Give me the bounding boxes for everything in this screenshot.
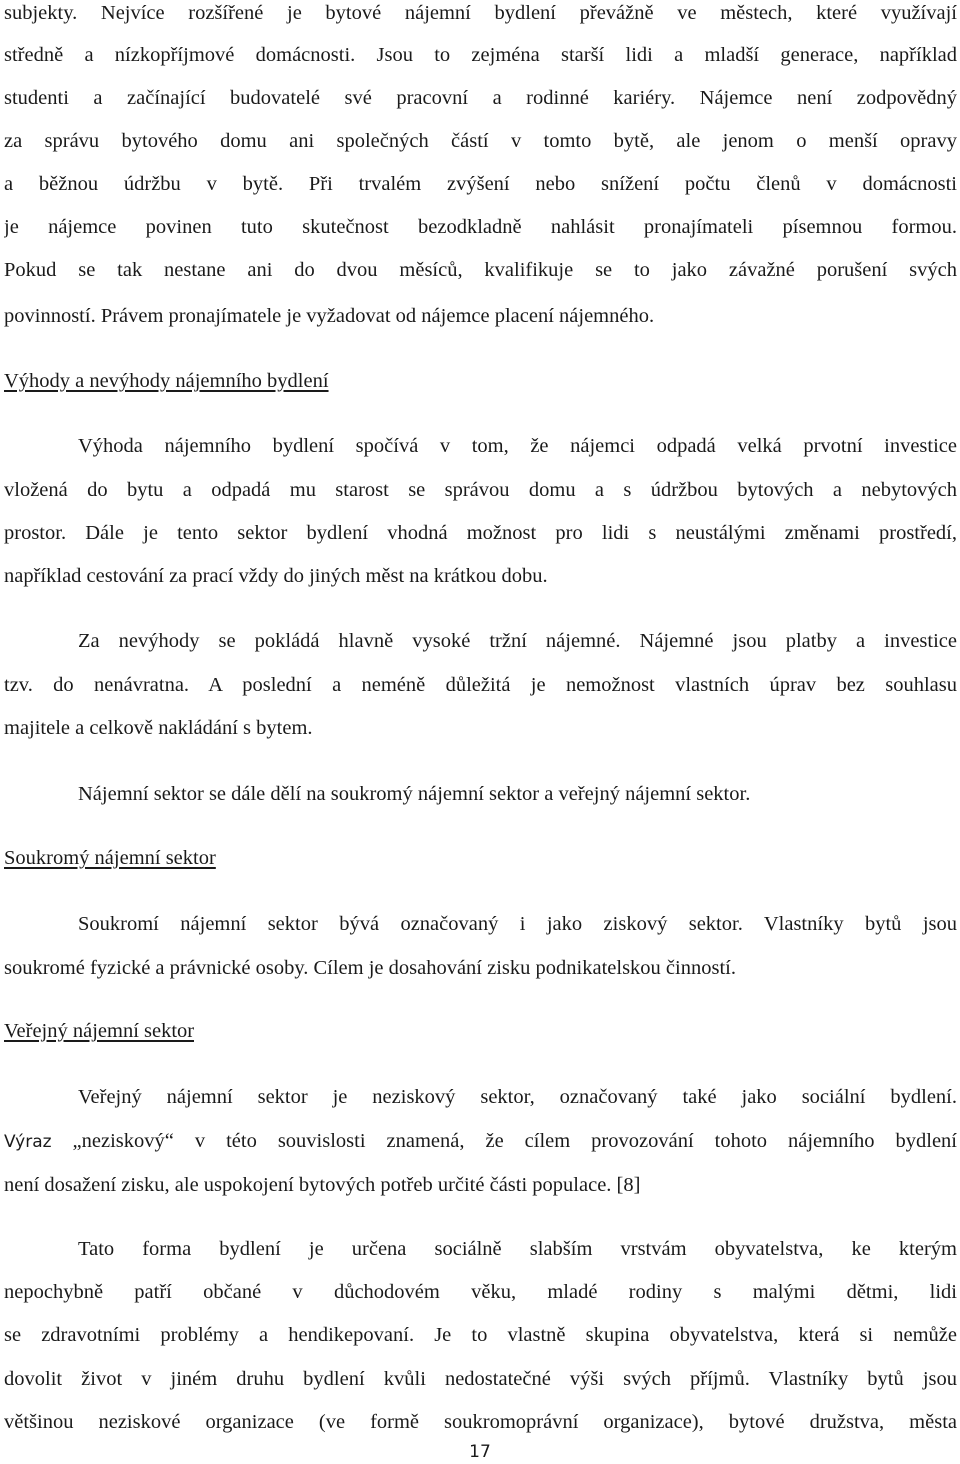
text-line: Pokud se tak nestane ani do dvou měsíců, kvalifikuje se to jako závažné porušení svých xyxy=(4,259,957,281)
text-line: prostor. Dále je tento sektor bydlení vhodná možnost pro lidi s neustálými změnami prostředí, xyxy=(4,522,957,544)
heading-text: Soukromý nájemní sektor xyxy=(4,847,216,869)
text-line: Výhoda nájemního bydlení spočívá v tom, že nájemci odpadá velká prvotní investice xyxy=(78,435,957,457)
section-heading-advantages xyxy=(4,368,329,394)
text-line: soukromé fyzické a právnické osoby. Cílem je dosahování zisku podnikatelskou činností. xyxy=(4,957,736,979)
heading-text: Výhody a nevýhody nájemního bydlení xyxy=(4,370,329,392)
text-line: Za nevýhody se pokládá hlavně vysoké tržní nájemné. Nájemné jsou platby a investice xyxy=(78,630,957,652)
heading-text: Veřejný nájemní sektor xyxy=(4,1020,195,1042)
text-line: se zdravotními problémy a hendikepovaní. Je to vlastně skupina obyvatelstva, která si nemůže xyxy=(4,1324,957,1346)
text-line: majitele a celkově nakládání s bytem. xyxy=(4,717,313,739)
text-line: Soukromí nájemní sektor bývá označovaný i jako ziskový sektor. Vlastníky bytů jsou xyxy=(78,913,957,935)
text-line: povinností. Právem pronajímatele je vyžadovat od nájemce placení nájemného. xyxy=(4,305,655,327)
text-line: Tato forma bydlení je určena sociálně slabším vrstvám obyvatelstva, ke kterým xyxy=(78,1238,957,1260)
page-number: 17 xyxy=(469,1442,491,1462)
text-line: není dosažení zisku, ale uspokojení bytových potřeb určité části populace. [8] xyxy=(4,1174,641,1196)
text-line: tzv. do nenávratna. A poslední a neméně důležitá je nemožnost vlastních úprav bez souhlasu xyxy=(4,674,957,696)
text-run-sans: Výraz xyxy=(4,1132,52,1152)
text-line: Nájemní sektor se dále dělí na soukromý nájemní sektor a veřejný nájemní sektor. xyxy=(78,783,751,805)
text-run: „neziskový“ v této souvislosti znamená, že cílem provozování tohoto nájemního bydlení xyxy=(51,1130,957,1152)
text-line: středně a nízkopříjmové domácnosti. Jsou to zejména starší lidi a mladší generace, například xyxy=(4,44,957,66)
text-line: dovolit život v jiném druhu bydlení kvůli nedostatečné výši svých příjmů. Vlastníky bytů jsou xyxy=(4,1368,957,1390)
text-line xyxy=(4,1128,957,1154)
text-line: subjekty. Nejvíce rozšířené je bytové nájemní bydlení převážně ve městech, které využívají xyxy=(4,2,957,24)
section-heading-private xyxy=(4,845,216,871)
text-line: vložená do bytu a odpadá mu starost se správou domu a s údržbou bytových a nebytových xyxy=(4,479,957,501)
section-heading-public xyxy=(4,1018,194,1044)
text-line: studenti a začínající budovatelé své pracovní a rodinné kariéry. Nájemce není zodpovědný xyxy=(4,87,957,109)
text-line: většinou neziskové organizace (ve formě soukromoprávní organizace), bytové družstva, města xyxy=(4,1411,957,1433)
text-line: nepochybně patří občané v důchodovém věku, mladé rodiny s malými dětmi, lidi xyxy=(4,1281,957,1303)
text-line: je nájemce povinen tuto skutečnost bezodkladně nahlásit pronajímateli písemnou formou. xyxy=(4,216,957,238)
text-line: a běžnou údržbu v bytě. Při trvalém zvýšení nebo snížení počtu členů v domácnosti xyxy=(4,173,957,195)
text-line: Veřejný nájemní sektor je neziskový sektor, označovaný také jako sociální bydlení. xyxy=(78,1086,957,1108)
text-line: například cestování za prací vždy do jiných měst na krátkou dobu. xyxy=(4,565,548,587)
text-line: za správu bytového domu ani společných částí v tomto bytě, ale jenom o menší opravy xyxy=(4,130,957,152)
